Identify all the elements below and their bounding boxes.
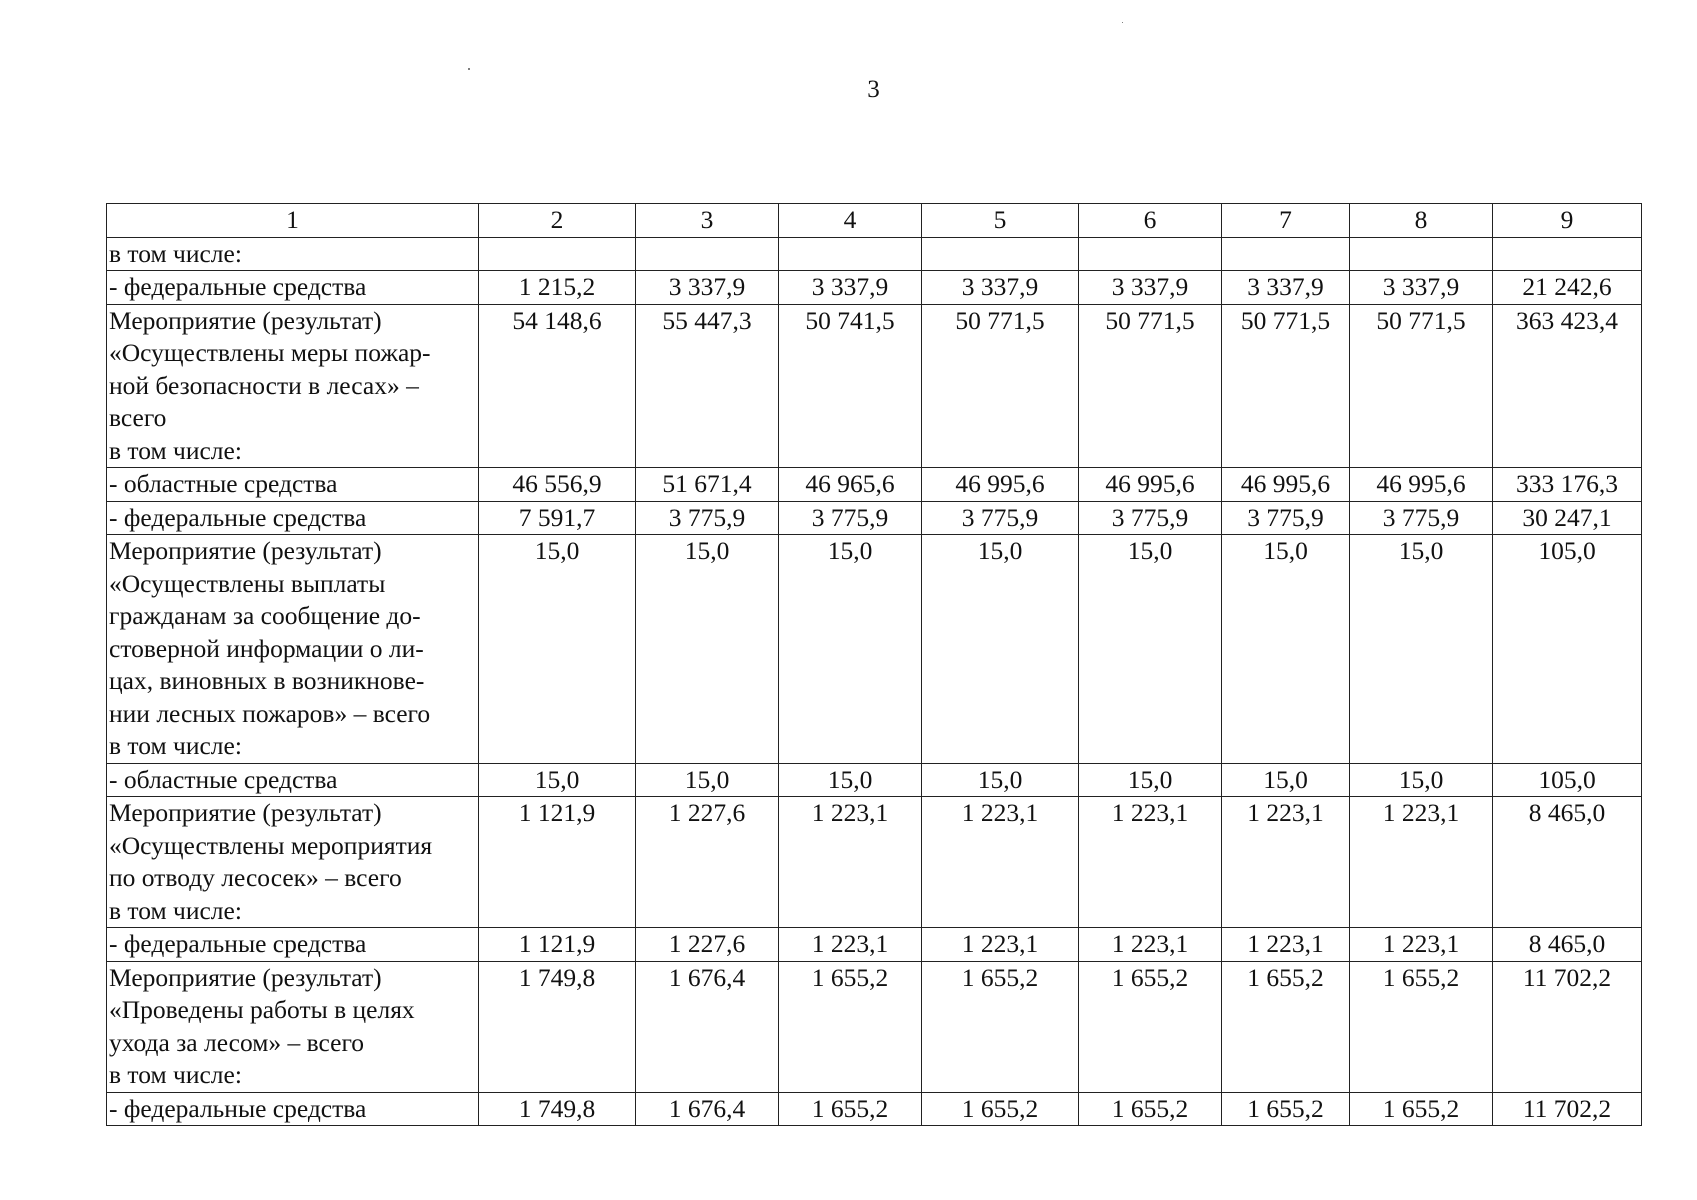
page-number: 3 bbox=[867, 76, 880, 103]
value-cell: 1 223,1 bbox=[1350, 797, 1493, 928]
value-cell: 8 465,0 bbox=[1493, 928, 1642, 962]
table-row bbox=[107, 468, 1642, 502]
value-cell: 3 337,9 bbox=[779, 271, 922, 305]
table-row bbox=[107, 271, 1642, 305]
value-cell: 54 148,6 bbox=[479, 304, 636, 468]
value-cell: 1 215,2 bbox=[479, 271, 636, 305]
value-cell: 50 771,5 bbox=[1350, 304, 1493, 468]
column-header: 3 bbox=[636, 204, 779, 238]
value-cell: 1 223,1 bbox=[922, 797, 1079, 928]
column-header: 2 bbox=[479, 204, 636, 238]
value-cell: 1 223,1 bbox=[1079, 928, 1222, 962]
value-cell: 1 655,2 bbox=[922, 1092, 1079, 1126]
value-cell: 1 121,9 bbox=[479, 928, 636, 962]
row-label: Мероприятие (результат) «Осуществлены выплаты гражданам за сообщение до- стоверной информации о ли- цах, виновных в возникнове- нии лесных пожаров» – всего в том числе: bbox=[107, 535, 479, 764]
value-cell: 15,0 bbox=[479, 535, 636, 764]
value-cell bbox=[636, 237, 779, 271]
column-header: 9 bbox=[1493, 204, 1642, 238]
value-cell: 3 775,9 bbox=[779, 501, 922, 535]
value-cell bbox=[779, 237, 922, 271]
value-cell: 15,0 bbox=[1222, 763, 1350, 797]
value-cell: 1 655,2 bbox=[1079, 961, 1222, 1092]
value-cell: 15,0 bbox=[636, 763, 779, 797]
table-row bbox=[107, 797, 1642, 928]
value-cell bbox=[479, 237, 636, 271]
column-header: 8 bbox=[1350, 204, 1493, 238]
value-cell: 46 995,6 bbox=[922, 468, 1079, 502]
value-cell: 1 749,8 bbox=[479, 961, 636, 1092]
value-cell: 1 121,9 bbox=[479, 797, 636, 928]
value-cell: 105,0 bbox=[1493, 535, 1642, 764]
column-header: 1 bbox=[107, 204, 479, 238]
value-cell: 55 447,3 bbox=[636, 304, 779, 468]
value-cell: 15,0 bbox=[1350, 763, 1493, 797]
value-cell: 3 775,9 bbox=[1079, 501, 1222, 535]
scan-speck bbox=[1122, 22, 1123, 23]
value-cell bbox=[1222, 237, 1350, 271]
value-cell: 30 247,1 bbox=[1493, 501, 1642, 535]
value-cell: 15,0 bbox=[779, 535, 922, 764]
value-cell: 15,0 bbox=[922, 763, 1079, 797]
value-cell: 15,0 bbox=[1079, 763, 1222, 797]
value-cell: 15,0 bbox=[1350, 535, 1493, 764]
value-cell: 11 702,2 bbox=[1493, 961, 1642, 1092]
value-cell: 1 223,1 bbox=[779, 797, 922, 928]
row-label: в том числе: bbox=[107, 237, 479, 271]
value-cell: 46 995,6 bbox=[1079, 468, 1222, 502]
value-cell: 1 655,2 bbox=[1222, 1092, 1350, 1126]
value-cell: 1 655,2 bbox=[1350, 961, 1493, 1092]
value-cell: 1 223,1 bbox=[1222, 928, 1350, 962]
value-cell: 105,0 bbox=[1493, 763, 1642, 797]
value-cell: 50 771,5 bbox=[922, 304, 1079, 468]
value-cell: 3 775,9 bbox=[1350, 501, 1493, 535]
value-cell: 46 995,6 bbox=[1222, 468, 1350, 502]
value-cell: 1 655,2 bbox=[1350, 1092, 1493, 1126]
value-cell: 333 176,3 bbox=[1493, 468, 1642, 502]
value-cell: 1 655,2 bbox=[1079, 1092, 1222, 1126]
value-cell: 1 223,1 bbox=[1350, 928, 1493, 962]
value-cell: 15,0 bbox=[1079, 535, 1222, 764]
value-cell: 1 227,6 bbox=[636, 797, 779, 928]
value-cell: 46 965,6 bbox=[779, 468, 922, 502]
value-cell: 3 337,9 bbox=[1079, 271, 1222, 305]
value-cell: 3 775,9 bbox=[636, 501, 779, 535]
budget-table bbox=[106, 203, 1642, 1126]
value-cell: 363 423,4 bbox=[1493, 304, 1642, 468]
table-row bbox=[107, 1092, 1642, 1126]
value-cell bbox=[922, 237, 1079, 271]
column-header: 6 bbox=[1079, 204, 1222, 238]
column-header: 7 bbox=[1222, 204, 1350, 238]
row-label: - областные средства bbox=[107, 468, 479, 502]
value-cell: 1 223,1 bbox=[1079, 797, 1222, 928]
table-row bbox=[107, 304, 1642, 468]
value-cell: 3 337,9 bbox=[1350, 271, 1493, 305]
row-label: - федеральные средства bbox=[107, 271, 479, 305]
value-cell: 46 556,9 bbox=[479, 468, 636, 502]
table-row bbox=[107, 501, 1642, 535]
value-cell bbox=[1079, 237, 1222, 271]
value-cell bbox=[1493, 237, 1642, 271]
row-label: - федеральные средства bbox=[107, 1092, 479, 1126]
value-cell: 1 227,6 bbox=[636, 928, 779, 962]
value-cell: 1 676,4 bbox=[636, 1092, 779, 1126]
value-cell: 7 591,7 bbox=[479, 501, 636, 535]
table-row bbox=[107, 763, 1642, 797]
value-cell: 8 465,0 bbox=[1493, 797, 1642, 928]
value-cell: 15,0 bbox=[479, 763, 636, 797]
row-label: - федеральные средства bbox=[107, 928, 479, 962]
value-cell: 15,0 bbox=[1222, 535, 1350, 764]
value-cell: 46 995,6 bbox=[1350, 468, 1493, 502]
row-label: Мероприятие (результат) «Осуществлены мероприятия по отводу лесосек» – всего в том числе: bbox=[107, 797, 479, 928]
value-cell: 3 337,9 bbox=[922, 271, 1079, 305]
row-label: Мероприятие (результат) «Осуществлены меры пожар- ной безопасности в лесах» – всего в том числе: bbox=[107, 304, 479, 468]
table-row bbox=[107, 237, 1642, 271]
table-row bbox=[107, 535, 1642, 764]
table-row bbox=[107, 928, 1642, 962]
column-header: 4 bbox=[779, 204, 922, 238]
value-cell: 15,0 bbox=[636, 535, 779, 764]
value-cell: 15,0 bbox=[922, 535, 1079, 764]
value-cell: 1 223,1 bbox=[1222, 797, 1350, 928]
value-cell: 50 771,5 bbox=[1079, 304, 1222, 468]
scan-speck bbox=[468, 68, 470, 70]
row-label: Мероприятие (результат) «Проведены работы в целях ухода за лесом» – всего в том числе: bbox=[107, 961, 479, 1092]
column-header: 5 bbox=[922, 204, 1079, 238]
value-cell: 1 749,8 bbox=[479, 1092, 636, 1126]
value-cell: 3 775,9 bbox=[1222, 501, 1350, 535]
value-cell: 1 223,1 bbox=[922, 928, 1079, 962]
header-row bbox=[107, 204, 1642, 238]
value-cell: 3 337,9 bbox=[636, 271, 779, 305]
value-cell: 1 655,2 bbox=[1222, 961, 1350, 1092]
value-cell: 1 223,1 bbox=[779, 928, 922, 962]
value-cell: 1 676,4 bbox=[636, 961, 779, 1092]
value-cell: 11 702,2 bbox=[1493, 1092, 1642, 1126]
value-cell: 50 771,5 bbox=[1222, 304, 1350, 468]
value-cell: 15,0 bbox=[779, 763, 922, 797]
value-cell bbox=[1350, 237, 1493, 271]
value-cell: 1 655,2 bbox=[922, 961, 1079, 1092]
value-cell: 51 671,4 bbox=[636, 468, 779, 502]
value-cell: 50 741,5 bbox=[779, 304, 922, 468]
table-row bbox=[107, 961, 1642, 1092]
value-cell: 3 337,9 bbox=[1222, 271, 1350, 305]
value-cell: 3 775,9 bbox=[922, 501, 1079, 535]
value-cell: 1 655,2 bbox=[779, 1092, 922, 1126]
row-label: - областные средства bbox=[107, 763, 479, 797]
value-cell: 21 242,6 bbox=[1493, 271, 1642, 305]
row-label: - федеральные средства bbox=[107, 501, 479, 535]
table-body bbox=[107, 204, 1642, 1126]
value-cell: 1 655,2 bbox=[779, 961, 922, 1092]
